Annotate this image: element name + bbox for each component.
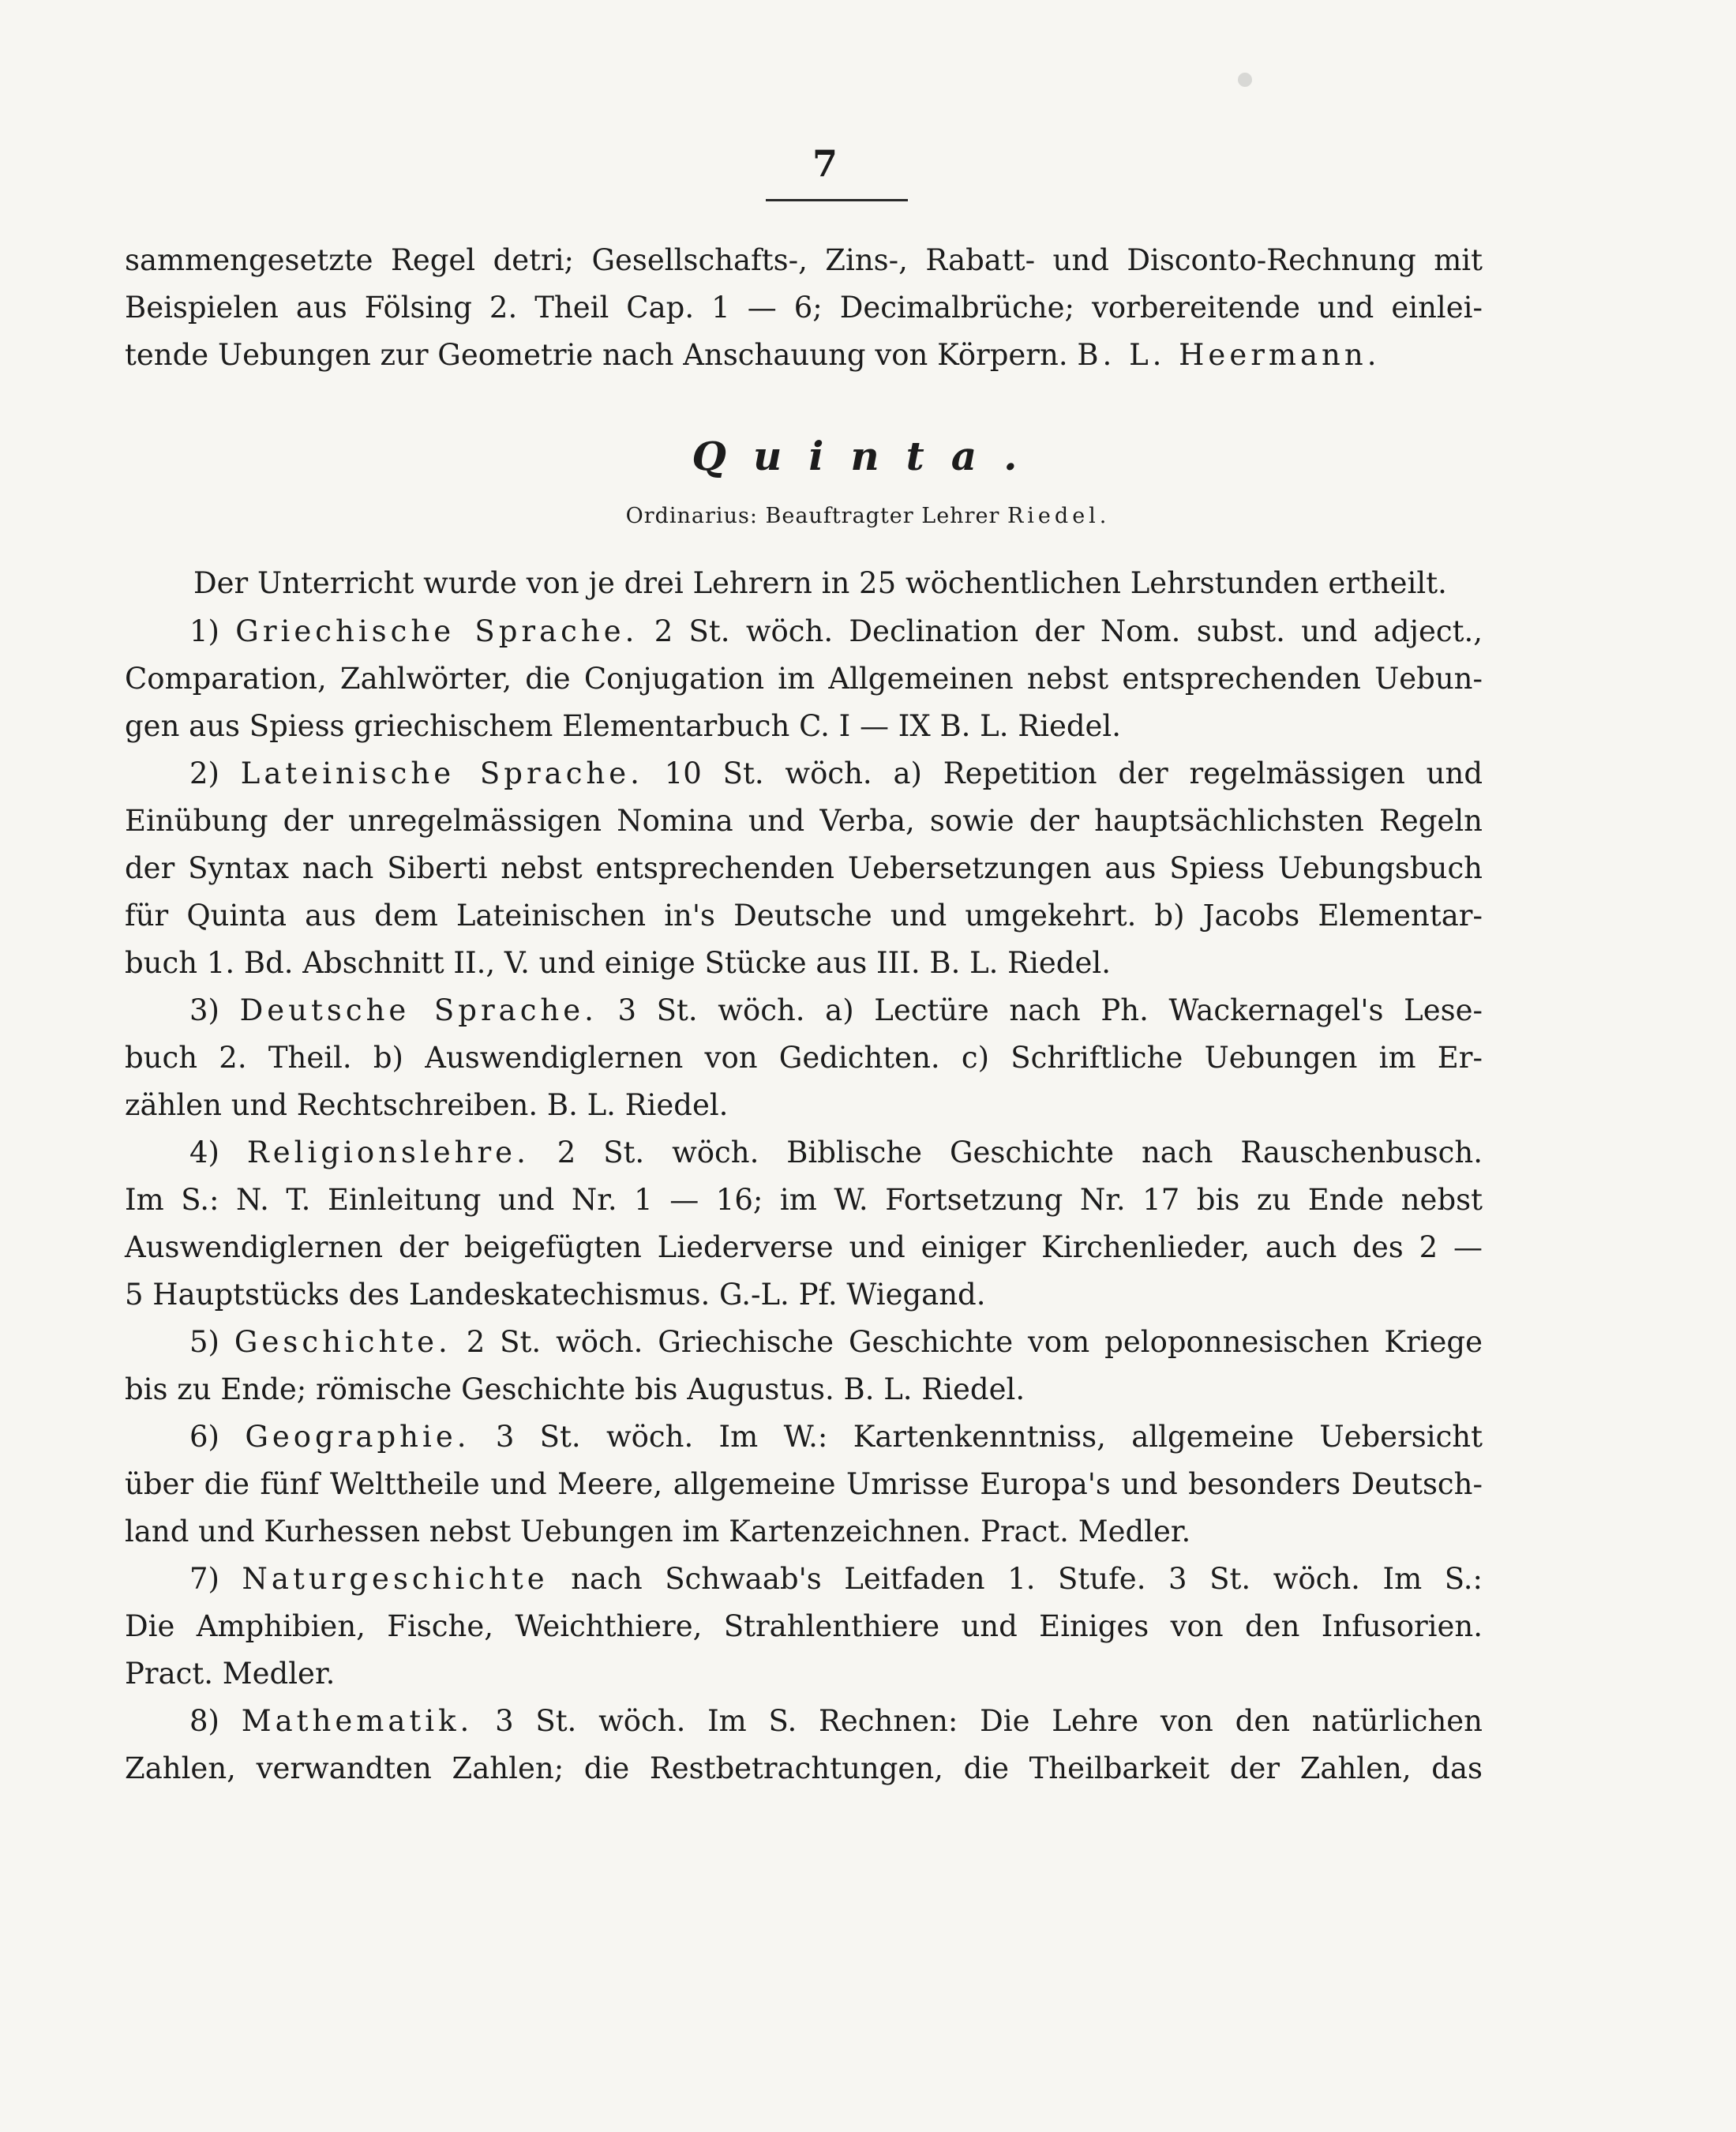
subject-heading-line [189, 755, 1483, 793]
subject-name: Deutsche Sprache. [239, 993, 598, 1027]
text-span: tende Uebungen zur Geometrie nach Anschauung von Körpern. [125, 338, 1068, 372]
section-title: Quinta. [692, 433, 1044, 479]
text-line: Pract. Medler. [125, 1657, 336, 1691]
ordinarius-line [0, 504, 1736, 528]
subject-name: Mathematik. [241, 1704, 474, 1738]
ink-spot [1238, 73, 1252, 87]
ordinarius-name: Riedel. [1007, 504, 1111, 528]
text-line: buch 1. Bd. Abschnitt II., V. und einige Stücke aus III. B. L. Riedel. [125, 946, 1111, 980]
text-span: nach Schwaab's Leitfaden 1. Stufe. 3 St. wöch. Im S.: [571, 1562, 1483, 1596]
subject-heading-line [189, 1134, 1483, 1172]
text-span: 3 St. wöch. Im S. Rechnen: Die Lehre von den natürlichen [495, 1704, 1483, 1738]
subject-number: 5) [189, 1325, 219, 1359]
text-line: für Quinta aus dem Lateinischen in's Deutsche und umgekehrt. b) Jacobs Elementar- [125, 899, 1483, 933]
subject-heading-line [189, 1702, 1483, 1740]
subject-heading-line [189, 992, 1483, 1030]
subject-name: Lateinische Sprache. [240, 756, 643, 790]
subject-number: 8) [189, 1704, 219, 1738]
text-line: Die Amphibien, Fische, Weichthiere, Strahlenthiere und Einiges von den Infusorien. [125, 1609, 1483, 1643]
subject-number: 7) [189, 1562, 219, 1596]
header-rule [766, 199, 908, 201]
text-span: 2 St. wöch. Declination der Nom. subst. und adject., [654, 614, 1483, 648]
subject-number: 1) [189, 614, 219, 648]
text-line: über die fünf Welttheile und Meere, allgemeine Umrisse Europa's und besonders Deutsch- [125, 1467, 1483, 1501]
text-line: Comparation, Zahlwörter, die Conjugation im Allgemeinen nebst entsprechenden Uebun- [125, 662, 1483, 696]
text-line: bis zu Ende; römische Geschichte bis Augustus. B. L. Riedel. [125, 1372, 1025, 1406]
subject-heading-line [189, 1418, 1483, 1456]
subject-number: 6) [189, 1420, 219, 1454]
intro-text: Der Unterricht wurde von je drei Lehrern in 25 wöchentlichen Lehrstunden ertheilt. [193, 566, 1447, 600]
subject-heading-line [189, 613, 1483, 651]
subject-name: Religionslehre. [246, 1135, 530, 1169]
text-span: 2 St. wöch. Griechische Geschichte vom peloponnesischen Kriege [466, 1325, 1483, 1359]
text-line: der Syntax nach Siberti nebst entsprechenden Uebersetzungen aus Spiess Uebungsbuch [125, 851, 1483, 885]
subject-name: Griechische Sprache. [235, 614, 639, 648]
subject-name: Naturgeschichte [242, 1562, 549, 1596]
subject-name: Geographie. [245, 1420, 471, 1454]
text-line: Im S.: N. T. Einleitung und Nr. 1 — 16; im W. Fortsetzung Nr. 17 bis zu Ende nebst [125, 1183, 1483, 1217]
text-line: Einübung der unregelmässigen Nomina und Verba, sowie der hauptsächlichsten Regeln [125, 804, 1483, 838]
text-line: 5 Hauptstücks des Landeskatechismus. G.-L. Pf. Wiegand. [125, 1278, 986, 1312]
text-span: 3 St. wöch. a) Lectüre nach Ph. Wackernagel's Lese- [617, 993, 1483, 1027]
text-line: gen aus Spiess griechischem Elementarbuch C. I — IX B. L. Riedel. [125, 709, 1122, 743]
subject-number: 3) [189, 993, 219, 1027]
text-line [125, 336, 1483, 374]
subject-number: 2) [189, 756, 219, 790]
subject-number: 4) [189, 1135, 219, 1169]
text-span: 10 St. wöch. a) Repetition der regelmässigen und [664, 756, 1483, 790]
text-line: Auswendiglernen der beigefügten Liederverse und einiger Kirchenlieder, auch des 2 — [125, 1230, 1483, 1264]
subject-heading-line [189, 1560, 1483, 1598]
page-number: 7 [812, 142, 838, 185]
text-line: Zahlen, verwandten Zahlen; die Restbetrachtungen, die Theilbarkeit der Zahlen, das [125, 1751, 1483, 1785]
ordinarius-label: Ordinarius: [625, 504, 758, 528]
text-span: 2 St. wöch. Biblische Geschichte nach Rauschenbusch. [557, 1135, 1483, 1169]
text-span: 3 St. wöch. Im W.: Kartenkenntniss, allgemeine Uebersicht [495, 1420, 1483, 1454]
subject-heading-line [189, 1323, 1483, 1361]
text-line: land und Kurhessen nebst Uebungen im Kartenzeichnen. Pract. Medler. [125, 1515, 1191, 1548]
teacher-name: B. L. Heermann. [1077, 338, 1381, 372]
text-line: sammengesetzte Regel detri; Gesellschafts-, Zins-, Rabatt- und Disconto-Rechnung mit [125, 243, 1483, 277]
text-line: Beispielen aus Fölsing 2. Theil Cap. 1 — 6; Decimalbrüche; vorbereitende und einlei- [125, 291, 1483, 325]
subject-name: Geschichte. [234, 1325, 452, 1359]
text-line: buch 2. Theil. b) Auswendiglernen von Gedichten. c) Schriftliche Uebungen im Er- [125, 1041, 1483, 1075]
ordinarius-text: Beauftragter Lehrer [765, 504, 1000, 528]
text-line: zählen und Rechtschreiben. B. L. Riedel. [125, 1088, 729, 1122]
